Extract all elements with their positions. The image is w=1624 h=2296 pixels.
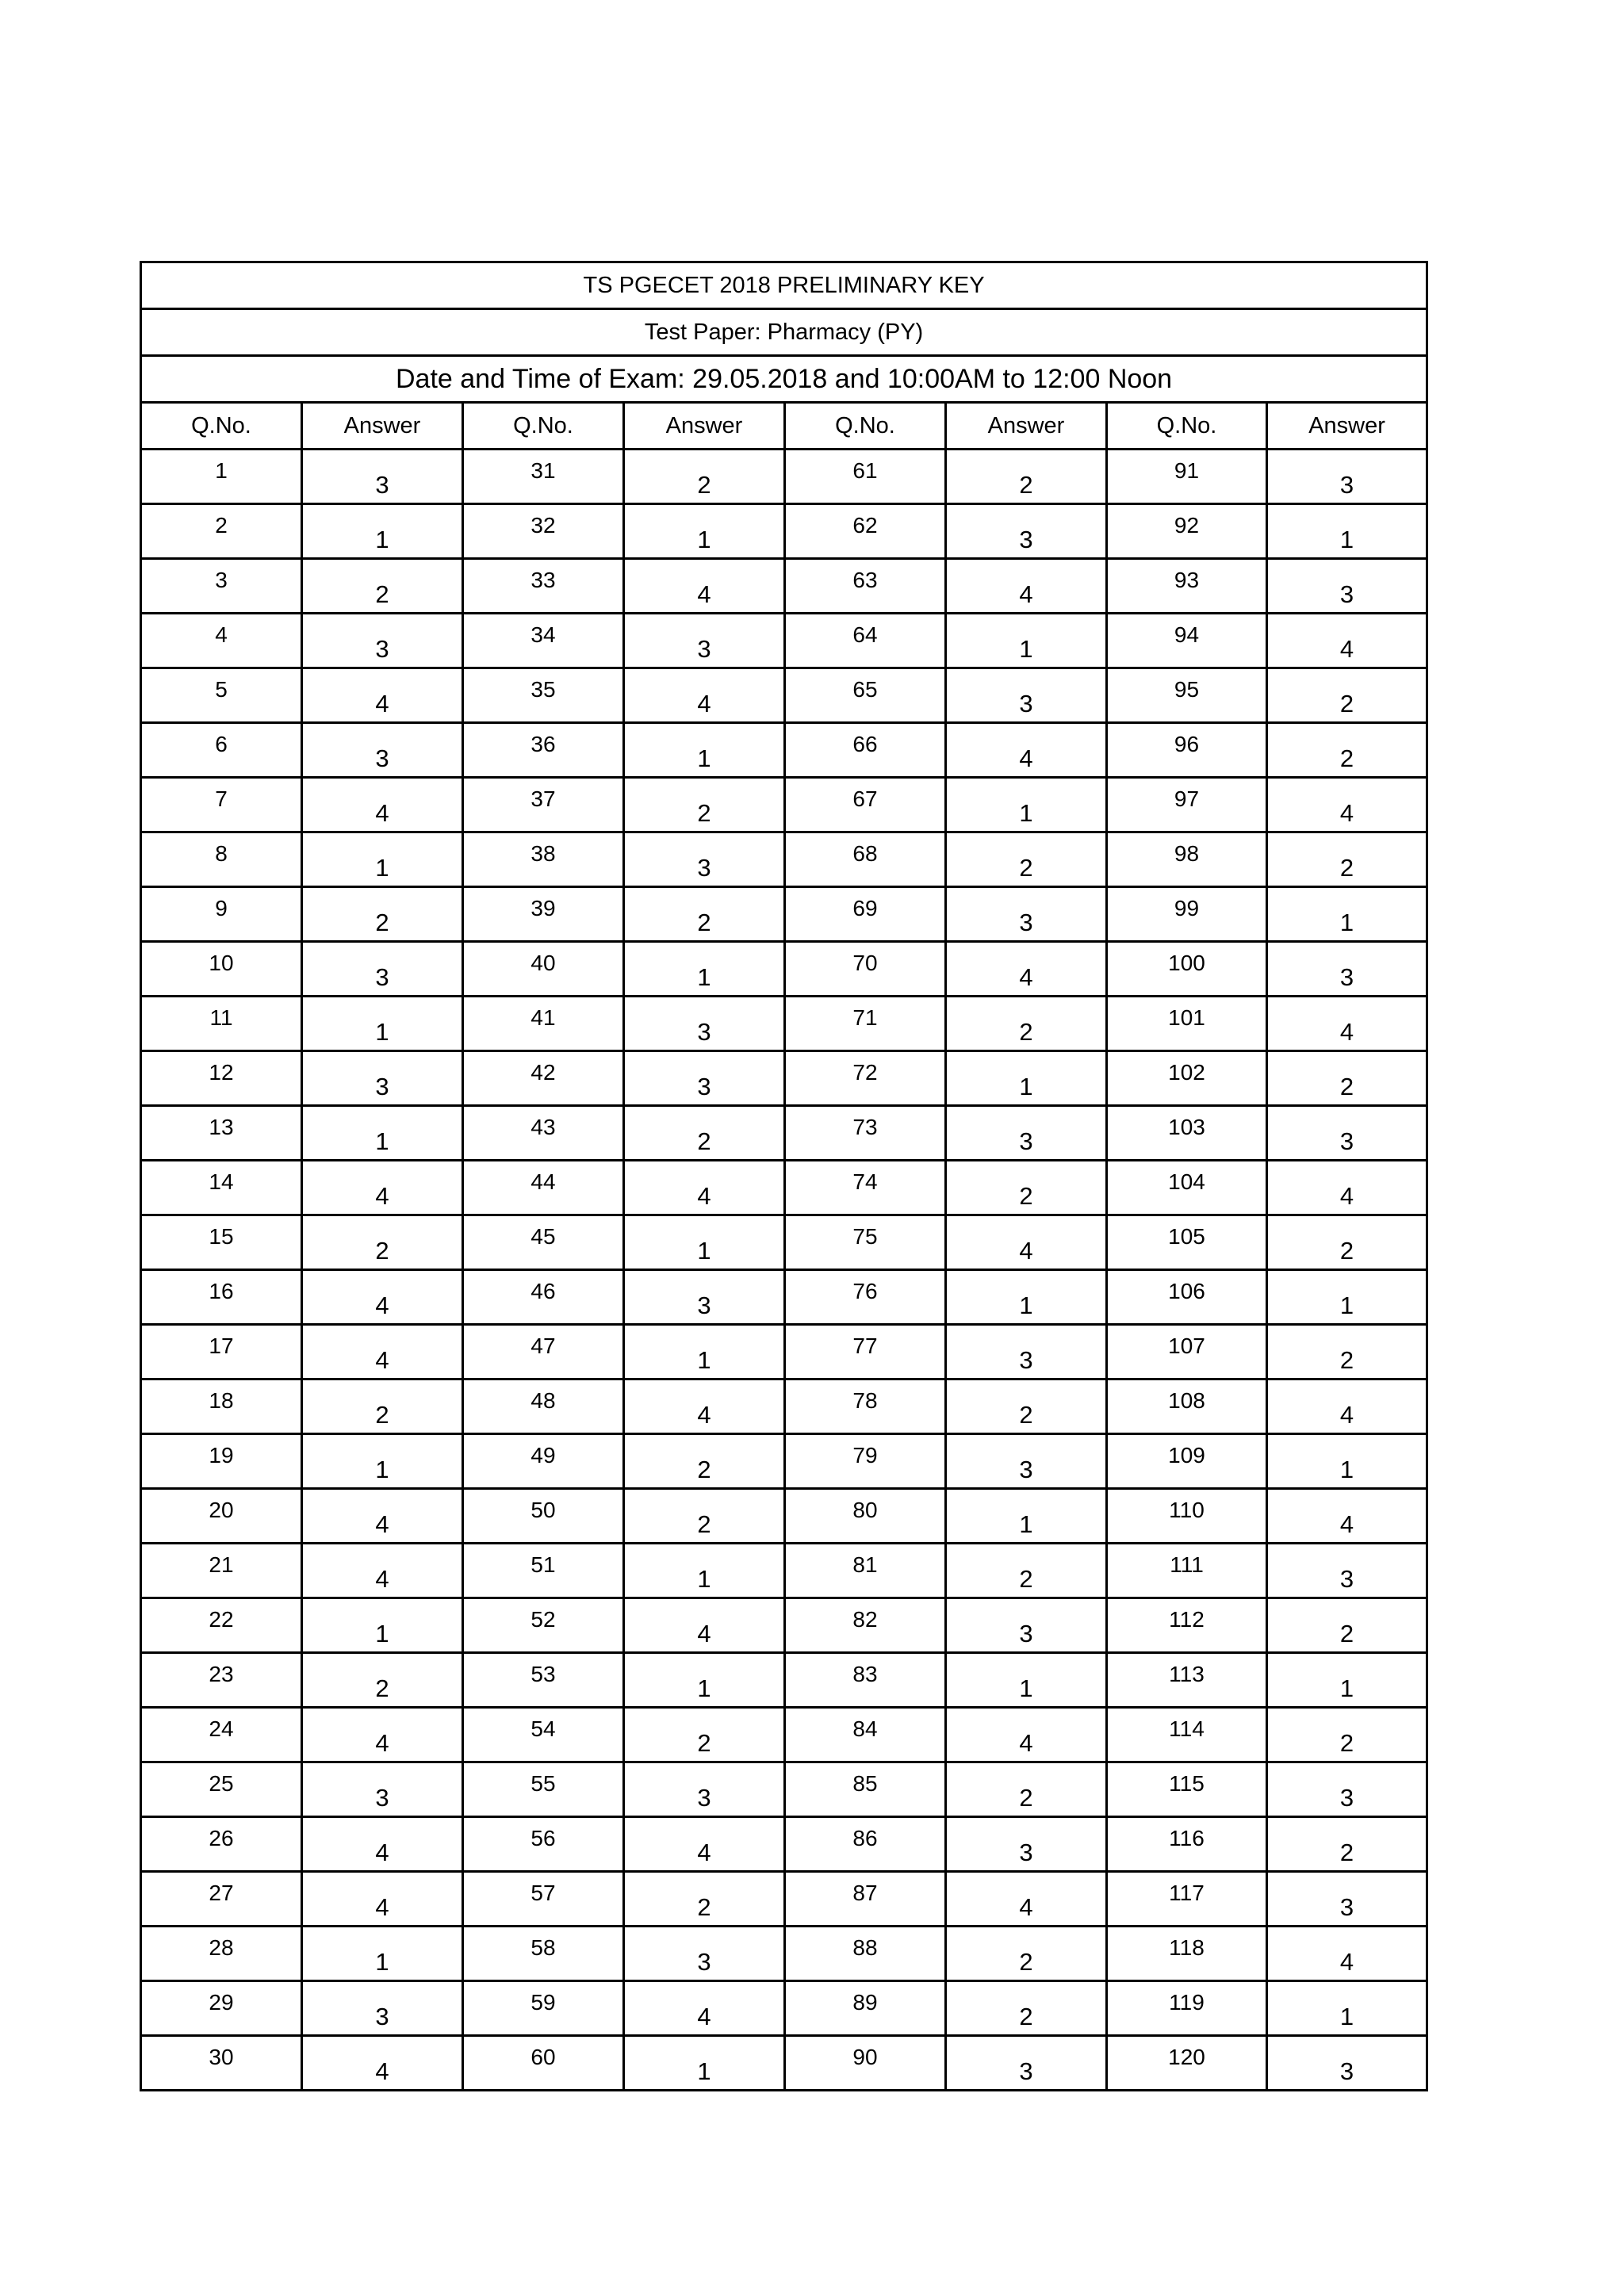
answer-cell: 2 <box>946 450 1107 504</box>
answer-cell: 4 <box>624 1161 785 1215</box>
question-number-cell: 61 <box>785 450 946 504</box>
answer-cell: 1 <box>1267 1270 1427 1325</box>
question-number-cell: 91 <box>1107 450 1267 504</box>
table-row <box>141 832 1427 887</box>
answer-cell: 3 <box>946 2036 1107 2091</box>
answer-cell: 3 <box>1267 942 1427 997</box>
answer-cell: 4 <box>1267 778 1427 832</box>
question-number-cell: 99 <box>1107 887 1267 942</box>
question-number-cell: 54 <box>463 1708 624 1762</box>
answer-cell: 3 <box>624 832 785 887</box>
table-row <box>141 1106 1427 1161</box>
column-header-row <box>141 403 1427 450</box>
question-number-cell: 80 <box>785 1489 946 1544</box>
answer-cell: 1 <box>624 504 785 559</box>
question-number-cell: 18 <box>141 1380 302 1434</box>
answer-cell: 3 <box>624 997 785 1051</box>
question-number-cell: 3 <box>141 559 302 614</box>
question-number-cell: 77 <box>785 1325 946 1380</box>
answer-cell: 4 <box>624 1598 785 1653</box>
question-number-cell: 83 <box>785 1653 946 1708</box>
answer-cell: 2 <box>624 1434 785 1489</box>
answer-cell: 4 <box>946 559 1107 614</box>
question-number-cell: 41 <box>463 997 624 1051</box>
question-number-cell: 70 <box>785 942 946 997</box>
question-number-cell: 26 <box>141 1817 302 1872</box>
table-row <box>141 1434 1427 1489</box>
question-number-cell: 106 <box>1107 1270 1267 1325</box>
question-number-cell: 59 <box>463 1981 624 2036</box>
table-row <box>141 1981 1427 2036</box>
answer-cell: 3 <box>946 668 1107 723</box>
question-number-cell: 116 <box>1107 1817 1267 1872</box>
answer-cell: 1 <box>946 1653 1107 1708</box>
answer-cell: 1 <box>302 997 463 1051</box>
question-number-cell: 49 <box>463 1434 624 1489</box>
question-number-cell: 9 <box>141 887 302 942</box>
question-number-cell: 17 <box>141 1325 302 1380</box>
answer-cell: 2 <box>946 1927 1107 1981</box>
answer-cell: 2 <box>302 1215 463 1270</box>
question-number-cell: 96 <box>1107 723 1267 778</box>
answer-cell: 3 <box>1267 1872 1427 1927</box>
answer-cell: 1 <box>624 2036 785 2091</box>
question-number-cell: 45 <box>463 1215 624 1270</box>
answer-cell: 1 <box>1267 1434 1427 1489</box>
answer-cell: 3 <box>946 1817 1107 1872</box>
answer-cell: 2 <box>946 1981 1107 2036</box>
answer-cell: 2 <box>624 778 785 832</box>
question-number-cell: 85 <box>785 1762 946 1817</box>
question-number-cell: 67 <box>785 778 946 832</box>
answer-cell: 1 <box>624 1215 785 1270</box>
question-number-cell: 7 <box>141 778 302 832</box>
answer-cell: 4 <box>302 778 463 832</box>
question-number-cell: 29 <box>141 1981 302 2036</box>
answer-cell: 1 <box>946 1051 1107 1106</box>
answer-cell: 1 <box>1267 887 1427 942</box>
answer-cell: 1 <box>946 1270 1107 1325</box>
question-number-cell: 74 <box>785 1161 946 1215</box>
question-number-cell: 108 <box>1107 1380 1267 1434</box>
answer-cell: 1 <box>302 1106 463 1161</box>
answer-cell: 4 <box>946 723 1107 778</box>
question-number-cell: 32 <box>463 504 624 559</box>
question-number-cell: 39 <box>463 887 624 942</box>
answer-cell: 2 <box>1267 1708 1427 1762</box>
answer-cell: 3 <box>624 1051 785 1106</box>
question-number-cell: 44 <box>463 1161 624 1215</box>
answer-cell: 1 <box>302 1927 463 1981</box>
answer-key-body <box>141 450 1427 2091</box>
question-number-cell: 60 <box>463 2036 624 2091</box>
answer-cell: 4 <box>946 1708 1107 1762</box>
question-number-cell: 97 <box>1107 778 1267 832</box>
column-header-answer: Answer <box>624 403 785 450</box>
table-row <box>141 450 1427 504</box>
answer-cell: 2 <box>624 887 785 942</box>
question-number-cell: 78 <box>785 1380 946 1434</box>
table-row <box>141 1325 1427 1380</box>
answer-cell: 2 <box>1267 1325 1427 1380</box>
answer-cell: 2 <box>1267 1598 1427 1653</box>
answer-cell: 2 <box>1267 1051 1427 1106</box>
question-number-cell: 63 <box>785 559 946 614</box>
question-number-cell: 57 <box>463 1872 624 1927</box>
answer-cell: 4 <box>946 1872 1107 1927</box>
question-number-cell: 15 <box>141 1215 302 1270</box>
question-number-cell: 37 <box>463 778 624 832</box>
answer-cell: 1 <box>624 942 785 997</box>
question-number-cell: 114 <box>1107 1708 1267 1762</box>
table-row <box>141 1708 1427 1762</box>
answer-cell: 2 <box>1267 832 1427 887</box>
answer-cell: 4 <box>302 1872 463 1927</box>
answer-cell: 4 <box>624 1380 785 1434</box>
table-row <box>141 887 1427 942</box>
question-number-cell: 51 <box>463 1544 624 1598</box>
table-row <box>141 1215 1427 1270</box>
question-number-cell: 28 <box>141 1927 302 1981</box>
answer-cell: 3 <box>302 450 463 504</box>
answer-cell: 4 <box>1267 1380 1427 1434</box>
question-number-cell: 21 <box>141 1544 302 1598</box>
table-row <box>141 1762 1427 1817</box>
question-number-cell: 4 <box>141 614 302 668</box>
answer-cell: 2 <box>302 887 463 942</box>
answer-cell: 2 <box>946 1380 1107 1434</box>
answer-cell: 1 <box>1267 1653 1427 1708</box>
question-number-cell: 113 <box>1107 1653 1267 1708</box>
question-number-cell: 87 <box>785 1872 946 1927</box>
question-number-cell: 76 <box>785 1270 946 1325</box>
table-row <box>141 997 1427 1051</box>
answer-cell: 2 <box>1267 723 1427 778</box>
question-number-cell: 42 <box>463 1051 624 1106</box>
question-number-cell: 86 <box>785 1817 946 1872</box>
answer-cell: 3 <box>302 942 463 997</box>
question-number-cell: 58 <box>463 1927 624 1981</box>
question-number-cell: 36 <box>463 723 624 778</box>
question-number-cell: 50 <box>463 1489 624 1544</box>
answer-cell: 3 <box>1267 2036 1427 2091</box>
question-number-cell: 30 <box>141 2036 302 2091</box>
question-number-cell: 84 <box>785 1708 946 1762</box>
answer-cell: 2 <box>946 1161 1107 1215</box>
answer-cell: 3 <box>302 1981 463 2036</box>
question-number-cell: 98 <box>1107 832 1267 887</box>
question-number-cell: 35 <box>463 668 624 723</box>
answer-cell: 3 <box>624 1762 785 1817</box>
question-number-cell: 69 <box>785 887 946 942</box>
question-number-cell: 102 <box>1107 1051 1267 1106</box>
answer-cell: 2 <box>1267 1817 1427 1872</box>
question-number-cell: 64 <box>785 614 946 668</box>
answer-cell: 2 <box>946 1544 1107 1598</box>
answer-cell: 4 <box>302 1489 463 1544</box>
table-row <box>141 2036 1427 2091</box>
question-number-cell: 22 <box>141 1598 302 1653</box>
table-row <box>141 723 1427 778</box>
table-row <box>141 1051 1427 1106</box>
question-number-cell: 81 <box>785 1544 946 1598</box>
question-number-cell: 6 <box>141 723 302 778</box>
question-number-cell: 109 <box>1107 1434 1267 1489</box>
answer-cell: 1 <box>1267 504 1427 559</box>
answer-cell: 3 <box>946 1106 1107 1161</box>
column-header-answer: Answer <box>946 403 1107 450</box>
question-number-cell: 112 <box>1107 1598 1267 1653</box>
answer-cell: 4 <box>302 1161 463 1215</box>
answer-cell: 4 <box>946 1215 1107 1270</box>
table-row <box>141 559 1427 614</box>
answer-cell: 1 <box>302 1434 463 1489</box>
table-row <box>141 1872 1427 1927</box>
table-row <box>141 1380 1427 1434</box>
answer-cell: 1 <box>302 504 463 559</box>
answer-cell: 3 <box>1267 450 1427 504</box>
answer-key-table <box>140 261 1428 2091</box>
question-number-cell: 31 <box>463 450 624 504</box>
question-number-cell: 71 <box>785 997 946 1051</box>
answer-cell: 2 <box>624 1489 785 1544</box>
answer-cell: 4 <box>302 1325 463 1380</box>
question-number-cell: 62 <box>785 504 946 559</box>
answer-cell: 2 <box>946 997 1107 1051</box>
table-row <box>141 1270 1427 1325</box>
question-number-cell: 120 <box>1107 2036 1267 2091</box>
table-row <box>141 1653 1427 1708</box>
document-title: TS PGECET 2018 PRELIMINARY KEY <box>141 262 1427 309</box>
question-number-cell: 38 <box>463 832 624 887</box>
answer-cell: 2 <box>302 1380 463 1434</box>
question-number-cell: 72 <box>785 1051 946 1106</box>
question-number-cell: 93 <box>1107 559 1267 614</box>
answer-cell: 4 <box>1267 614 1427 668</box>
question-number-cell: 1 <box>141 450 302 504</box>
question-number-cell: 24 <box>141 1708 302 1762</box>
answer-cell: 4 <box>302 1817 463 1872</box>
answer-cell: 2 <box>624 1708 785 1762</box>
question-number-cell: 68 <box>785 832 946 887</box>
question-number-cell: 104 <box>1107 1161 1267 1215</box>
question-number-cell: 40 <box>463 942 624 997</box>
answer-cell: 2 <box>624 1872 785 1927</box>
answer-cell: 3 <box>946 887 1107 942</box>
table-row <box>141 1817 1427 1872</box>
answer-cell: 3 <box>302 614 463 668</box>
answer-cell: 3 <box>624 614 785 668</box>
question-number-cell: 2 <box>141 504 302 559</box>
question-number-cell: 53 <box>463 1653 624 1708</box>
question-number-cell: 25 <box>141 1762 302 1817</box>
answer-cell: 2 <box>946 1762 1107 1817</box>
answer-cell: 4 <box>946 942 1107 997</box>
answer-cell: 4 <box>302 2036 463 2091</box>
column-header-qno: Q.No. <box>785 403 946 450</box>
answer-cell: 2 <box>302 1653 463 1708</box>
question-number-cell: 90 <box>785 2036 946 2091</box>
question-number-cell: 89 <box>785 1981 946 2036</box>
column-header-answer: Answer <box>1267 403 1427 450</box>
answer-cell: 3 <box>946 1598 1107 1653</box>
answer-cell: 1 <box>946 778 1107 832</box>
answer-cell: 2 <box>302 559 463 614</box>
question-number-cell: 117 <box>1107 1872 1267 1927</box>
answer-cell: 3 <box>1267 1106 1427 1161</box>
table-row <box>141 1161 1427 1215</box>
question-number-cell: 19 <box>141 1434 302 1489</box>
answer-cell: 4 <box>624 1981 785 2036</box>
question-number-cell: 73 <box>785 1106 946 1161</box>
question-number-cell: 23 <box>141 1653 302 1708</box>
question-number-cell: 48 <box>463 1380 624 1434</box>
test-paper-label: Test Paper: Pharmacy (PY) <box>141 309 1427 356</box>
table-row <box>141 668 1427 723</box>
answer-cell: 4 <box>302 668 463 723</box>
question-number-cell: 105 <box>1107 1215 1267 1270</box>
question-number-cell: 79 <box>785 1434 946 1489</box>
answer-cell: 3 <box>1267 1544 1427 1598</box>
answer-cell: 2 <box>1267 1215 1427 1270</box>
question-number-cell: 10 <box>141 942 302 997</box>
table-row <box>141 1927 1427 1981</box>
answer-cell: 1 <box>624 1544 785 1598</box>
question-number-cell: 110 <box>1107 1489 1267 1544</box>
question-number-cell: 92 <box>1107 504 1267 559</box>
answer-cell: 2 <box>946 832 1107 887</box>
question-number-cell: 101 <box>1107 997 1267 1051</box>
column-header-qno: Q.No. <box>141 403 302 450</box>
question-number-cell: 56 <box>463 1817 624 1872</box>
question-number-cell: 8 <box>141 832 302 887</box>
question-number-cell: 66 <box>785 723 946 778</box>
answer-cell: 3 <box>624 1927 785 1981</box>
question-number-cell: 55 <box>463 1762 624 1817</box>
question-number-cell: 65 <box>785 668 946 723</box>
question-number-cell: 100 <box>1107 942 1267 997</box>
answer-cell: 4 <box>302 1270 463 1325</box>
question-number-cell: 13 <box>141 1106 302 1161</box>
answer-cell: 1 <box>624 1325 785 1380</box>
answer-cell: 1 <box>624 1653 785 1708</box>
answer-cell: 4 <box>624 668 785 723</box>
question-number-cell: 52 <box>463 1598 624 1653</box>
answer-cell: 1 <box>946 1489 1107 1544</box>
date-time-row <box>141 356 1427 403</box>
question-number-cell: 118 <box>1107 1927 1267 1981</box>
question-number-cell: 107 <box>1107 1325 1267 1380</box>
column-header-qno: Q.No. <box>1107 403 1267 450</box>
answer-cell: 4 <box>624 1817 785 1872</box>
answer-cell: 4 <box>624 559 785 614</box>
table-row <box>141 778 1427 832</box>
question-number-cell: 27 <box>141 1872 302 1927</box>
answer-cell: 3 <box>1267 559 1427 614</box>
answer-cell: 1 <box>302 1598 463 1653</box>
question-number-cell: 46 <box>463 1270 624 1325</box>
exam-date-time: Date and Time of Exam: 29.05.2018 and 10:00AM to 12:00 Noon <box>141 356 1427 403</box>
test-paper-row <box>141 309 1427 356</box>
question-number-cell: 11 <box>141 997 302 1051</box>
answer-cell: 4 <box>1267 1489 1427 1544</box>
answer-cell: 1 <box>302 832 463 887</box>
answer-cell: 3 <box>1267 1762 1427 1817</box>
table-row <box>141 614 1427 668</box>
answer-cell: 2 <box>1267 668 1427 723</box>
table-row <box>141 504 1427 559</box>
column-header-qno: Q.No. <box>463 403 624 450</box>
answer-cell: 3 <box>946 504 1107 559</box>
question-number-cell: 20 <box>141 1489 302 1544</box>
question-number-cell: 95 <box>1107 668 1267 723</box>
question-number-cell: 119 <box>1107 1981 1267 2036</box>
table-row <box>141 942 1427 997</box>
question-number-cell: 5 <box>141 668 302 723</box>
answer-cell: 3 <box>946 1325 1107 1380</box>
answer-cell: 4 <box>302 1544 463 1598</box>
answer-cell: 1 <box>946 614 1107 668</box>
answer-cell: 4 <box>302 1708 463 1762</box>
question-number-cell: 34 <box>463 614 624 668</box>
answer-cell: 4 <box>1267 1927 1427 1981</box>
question-number-cell: 12 <box>141 1051 302 1106</box>
answer-cell: 3 <box>624 1270 785 1325</box>
answer-cell: 3 <box>302 1051 463 1106</box>
question-number-cell: 115 <box>1107 1762 1267 1817</box>
question-number-cell: 16 <box>141 1270 302 1325</box>
answer-cell: 2 <box>624 450 785 504</box>
answer-cell: 3 <box>302 1762 463 1817</box>
question-number-cell: 14 <box>141 1161 302 1215</box>
question-number-cell: 47 <box>463 1325 624 1380</box>
table-row <box>141 1544 1427 1598</box>
answer-cell: 3 <box>946 1434 1107 1489</box>
question-number-cell: 43 <box>463 1106 624 1161</box>
answer-cell: 1 <box>1267 1981 1427 2036</box>
question-number-cell: 103 <box>1107 1106 1267 1161</box>
table-row <box>141 1489 1427 1544</box>
question-number-cell: 75 <box>785 1215 946 1270</box>
title-row <box>141 262 1427 309</box>
answer-cell: 2 <box>624 1106 785 1161</box>
answer-cell: 4 <box>1267 997 1427 1051</box>
question-number-cell: 111 <box>1107 1544 1267 1598</box>
answer-cell: 4 <box>1267 1161 1427 1215</box>
answer-cell: 1 <box>624 723 785 778</box>
question-number-cell: 88 <box>785 1927 946 1981</box>
question-number-cell: 33 <box>463 559 624 614</box>
question-number-cell: 94 <box>1107 614 1267 668</box>
question-number-cell: 82 <box>785 1598 946 1653</box>
column-header-answer: Answer <box>302 403 463 450</box>
answer-cell: 3 <box>302 723 463 778</box>
table-row <box>141 1598 1427 1653</box>
